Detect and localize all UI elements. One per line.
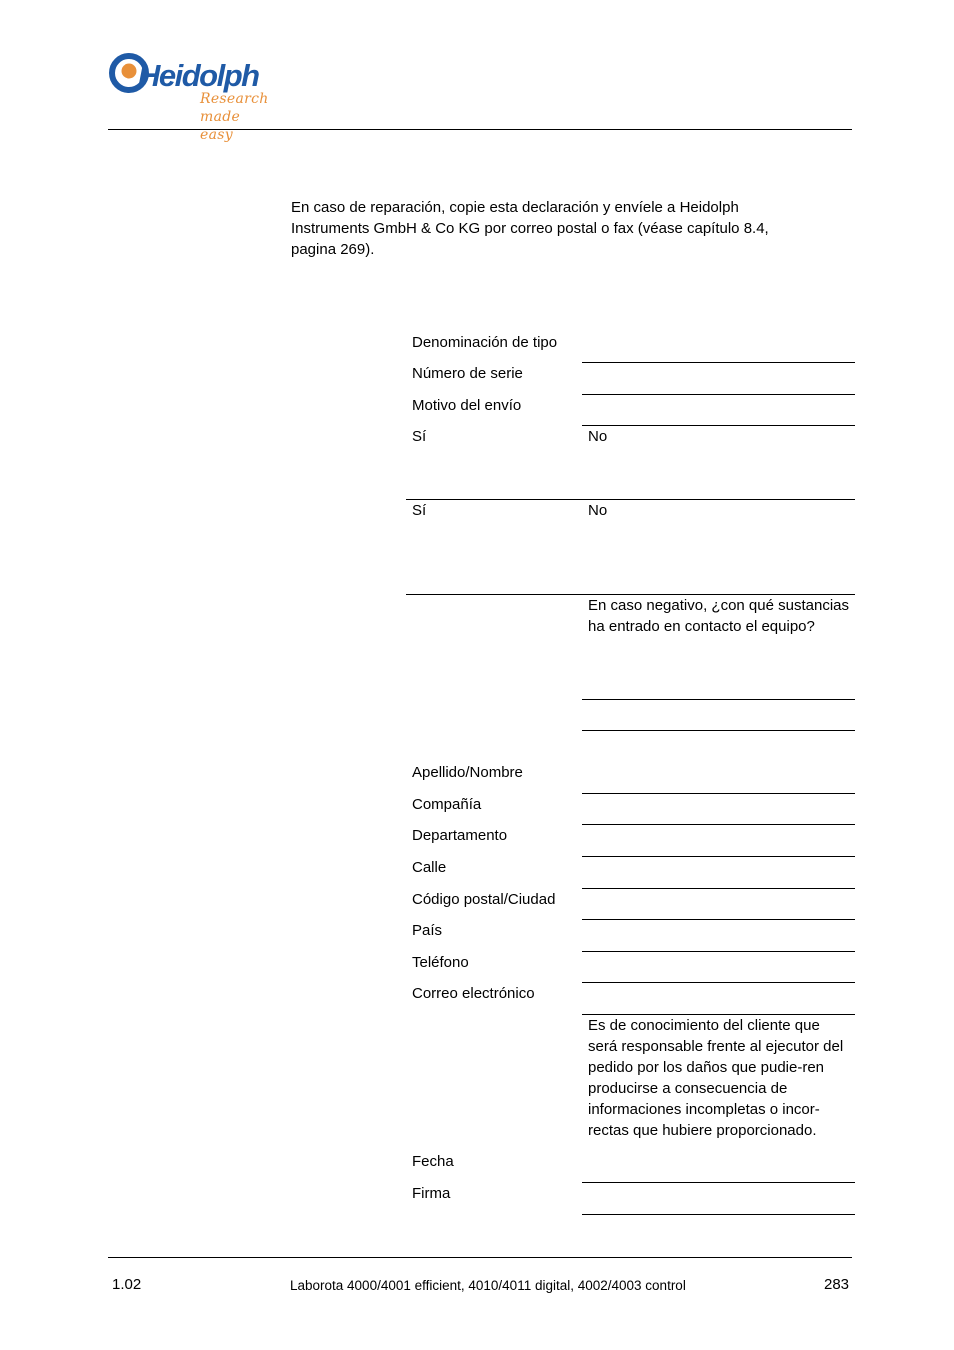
footer-title: Laborota 4000/4001 efficient, 4010/4011 digital, 4002/4003 control [290, 1278, 686, 1293]
substances-field-line-2[interactable] [582, 730, 855, 731]
signature-field-line[interactable] [582, 1214, 855, 1215]
street-field-line[interactable] [582, 888, 855, 889]
q1-yes-option[interactable]: Sí [412, 428, 427, 445]
type-label: Denominación de tipo [412, 334, 558, 351]
company-label: Compañía [412, 796, 482, 813]
date-label: Fecha [412, 1153, 454, 1170]
serial-field-line[interactable] [582, 394, 855, 395]
phone-label: Teléfono [412, 954, 469, 971]
name-field-line[interactable] [582, 793, 855, 794]
footer-rule [108, 1257, 852, 1258]
department-label: Departamento [412, 827, 508, 844]
intro-paragraph: En caso de reparación, copie esta declaración y envíele a Heidolph Instruments GmbH & Co KG por correo postal o fax (véase capítulo 8.4, pagina 269). [291, 199, 769, 258]
country-label: País [412, 922, 443, 939]
substances-question: En caso negativo, ¿con qué sustancias ha entrado en contacto el equipo? [588, 597, 849, 635]
name-label: Apellido/Nombre [412, 764, 523, 781]
page-number: 283 [824, 1276, 850, 1293]
serial-label: Número de serie [412, 365, 523, 382]
logo-wordmark: Heidolph [138, 58, 259, 93]
zip-city-label: Código postal/Ciudad [412, 891, 556, 908]
liability-note: Es de conocimiento del cliente que será responsable frente al ejecutor del pedido por los daños que pudie-ren producirse a consecuencia de informaciones incompletas o incor-rectas que hubiere proporcionado. [588, 1017, 844, 1139]
q2-yes-option[interactable]: Sí [412, 502, 427, 519]
footer-version: 1.02 [112, 1276, 142, 1293]
zip-city-field-line[interactable] [582, 919, 855, 920]
substances-field-line-1[interactable] [582, 699, 855, 700]
header-rule [108, 129, 852, 130]
street-label: Calle [412, 859, 447, 876]
section-rule-1 [406, 499, 855, 500]
department-field-line[interactable] [582, 856, 855, 857]
company-field-line[interactable] [582, 824, 855, 825]
q2-no-option[interactable]: No [588, 502, 608, 519]
phone-field-line[interactable] [582, 982, 855, 983]
reason-field-line[interactable] [582, 425, 855, 426]
date-field-line[interactable] [582, 1182, 855, 1183]
country-field-line[interactable] [582, 951, 855, 952]
reason-label: Motivo del envío [412, 397, 522, 414]
signature-label: Firma [412, 1185, 451, 1202]
email-label: Correo electrónico [412, 985, 535, 1002]
logo-tagline: Research made easy [200, 91, 269, 143]
q1-no-option[interactable]: No [588, 428, 608, 445]
type-field-line[interactable] [582, 362, 855, 363]
